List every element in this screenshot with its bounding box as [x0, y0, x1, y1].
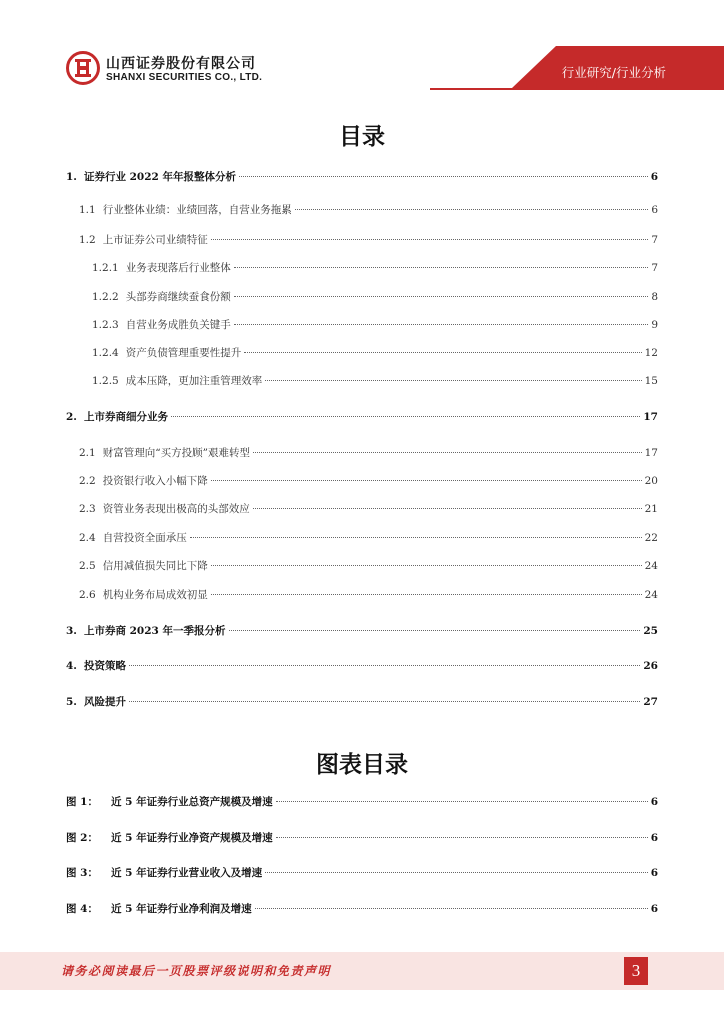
toc-entry[interactable]: 2.4 自营投资全面承压 22	[79, 532, 658, 544]
toc-entry[interactable]: 4. 投资策略 26	[66, 660, 658, 672]
toc-entry[interactable]: 2.1 财富管理向“买方投顾”艰难转型 17	[79, 447, 658, 459]
toc-entry[interactable]: 2.6 机构业务布局成效初显 24	[79, 589, 658, 601]
company-name-en: SHANXI SECURITIES CO., LTD.	[106, 72, 263, 83]
toc-entry[interactable]: 1.2 上市证券公司业绩特征 7	[79, 234, 658, 246]
figure-entry[interactable]: 图 1： 近 5 年证券行业总资产规模及增速 6	[66, 796, 658, 808]
toc-title: 目录	[339, 124, 385, 150]
footer-disclaimer: 请务必阅读最后一页股票评级说明和免责声明	[61, 964, 332, 978]
toc-entry[interactable]: 2. 上市券商细分业务 17	[66, 411, 658, 423]
toc-entry[interactable]: 3. 上市券商 2023 年一季报分析 25	[66, 625, 658, 637]
toc-entry[interactable]: 2.3 资管业务表现出极高的头部效应 21	[79, 503, 658, 515]
toc-entry[interactable]: 1. 证券行业 2022 年年报整体分析 6	[66, 171, 658, 183]
figure-list-title: 图表目录	[316, 752, 408, 778]
toc-entry[interactable]: 1.2.2 头部券商继续蚕食份额 8	[92, 291, 658, 303]
toc-entry[interactable]: 1.2.4 资产负债管理重要性提升 12	[92, 347, 658, 359]
toc-entry[interactable]: 5. 风险提升 27	[66, 696, 658, 708]
toc-entry[interactable]: 1.2.1 业务表现落后行业整体 7	[92, 262, 658, 274]
page-header	[0, 0, 724, 100]
company-name-cn: 山西证券股份有限公司	[106, 56, 256, 72]
report-category-label: 行业研究/行业分析	[561, 65, 666, 80]
figure-entry[interactable]: 图 2： 近 5 年证券行业净资产规模及增速 6	[66, 832, 658, 844]
toc-entry[interactable]: 1.2.5 成本压降，更加注重管理效率 15	[92, 375, 658, 387]
figure-entry[interactable]: 图 4： 近 5 年证券行业净利润及增速 6	[66, 903, 658, 915]
header-banner	[0, 0, 724, 100]
toc-entry[interactable]: 1.1 行业整体业绩：业绩回落，自营业务拖累 6	[79, 204, 658, 216]
toc-entry[interactable]: 2.5 信用减值损失同比下降 24	[79, 560, 658, 572]
page-number: 3	[624, 957, 648, 985]
toc-entry[interactable]: 1.2.3 自营业务成胜负关键手 9	[92, 319, 658, 331]
figure-entry[interactable]: 图 3： 近 5 年证券行业营业收入及增速 6	[66, 867, 658, 879]
toc-entry[interactable]: 2.2 投资银行收入小幅下降 20	[79, 475, 658, 487]
